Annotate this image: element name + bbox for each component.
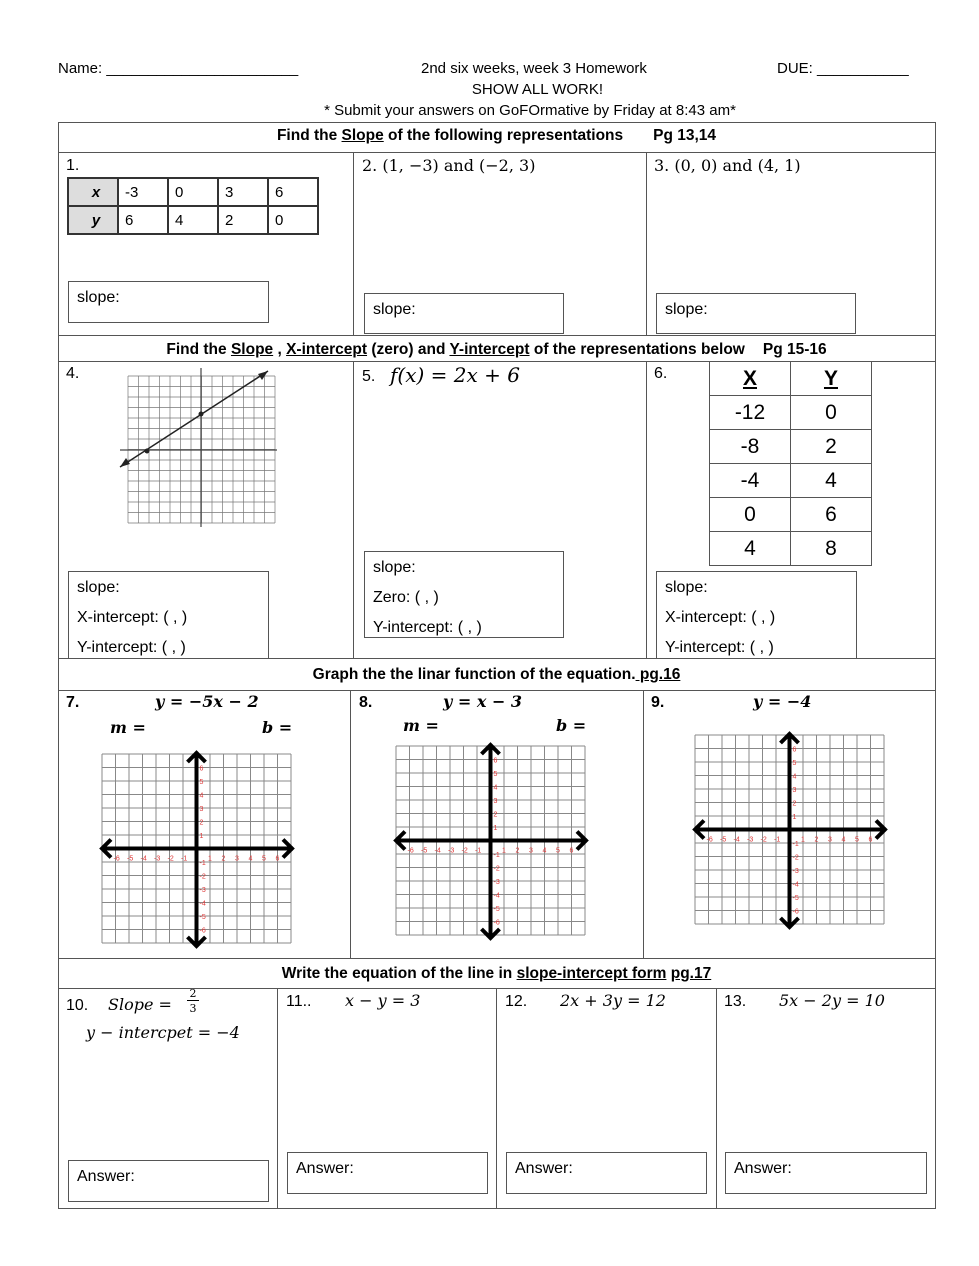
graph-point xyxy=(145,449,150,454)
x-tick-label: -2 xyxy=(760,836,767,844)
x-tick-label: 1 xyxy=(801,836,805,844)
y-tick-label: -6 xyxy=(493,919,500,927)
x-tick-label: -5 xyxy=(421,847,428,855)
y-tick-label: 2 xyxy=(493,811,498,819)
x-tick-label: 4 xyxy=(248,855,253,863)
table-row xyxy=(710,396,872,430)
table-row xyxy=(710,498,872,532)
y-tick-label: 2 xyxy=(199,819,204,827)
problem-13-equation: 5x − 2y = 10 xyxy=(779,991,885,1010)
y-tick-label: -1 xyxy=(792,841,799,848)
y-tick-label: -1 xyxy=(493,852,500,859)
table-row xyxy=(710,362,872,396)
graph-point xyxy=(199,412,204,417)
problem-1-slope-box[interactable]: slope: xyxy=(68,281,269,323)
table-cell: -8 xyxy=(710,430,791,464)
x-tick-label: 3 xyxy=(529,847,533,855)
y-tick-label: -4 xyxy=(199,900,206,908)
problem-3-slope-box[interactable]: slope: xyxy=(656,293,856,334)
problem-6-answer-box[interactable]: slope: X-intercept: ( , ) Y-intercept: ( , ) xyxy=(656,571,857,659)
y-tick-label: 3 xyxy=(199,806,204,813)
y-tick-label: 3 xyxy=(792,787,797,794)
table-cell: 6 xyxy=(791,498,872,532)
x-tick-label: 3 xyxy=(235,855,239,863)
x-tick-label: 6 xyxy=(868,836,873,844)
y-tick-label: 2 xyxy=(792,800,797,808)
problem-11-answer-box[interactable]: Answer: xyxy=(287,1152,488,1194)
worksheet-title: 2nd six weeks, week 3 Homework xyxy=(421,60,647,77)
problem-7-number: 7. xyxy=(66,694,80,711)
x-tick-label: 2 xyxy=(814,836,819,844)
due-field: DUE: ___________ xyxy=(777,60,909,77)
problem-9-equation: y = −4 xyxy=(753,692,812,711)
name-field: Name: _______________________ xyxy=(58,60,299,77)
problem-8-number: 8. xyxy=(359,694,373,711)
problem-6-table xyxy=(709,361,872,566)
problem-4-answer-box[interactable]: slope: X-intercept: ( , ) Y-intercept: ( , ) xyxy=(68,571,269,659)
x-tick-label: 1 xyxy=(208,855,212,863)
problem-6-number: 6. xyxy=(654,365,668,382)
x-tick-label: -4 xyxy=(140,855,147,863)
y-tick-label: -6 xyxy=(199,927,206,935)
problem-1-number: 1. xyxy=(66,157,80,174)
y-tick-label: 6 xyxy=(792,746,797,754)
table-cell: 2 xyxy=(791,430,872,464)
arrow-icon xyxy=(120,458,130,467)
x-tick-label: 1 xyxy=(502,847,506,855)
y-tick-label: -3 xyxy=(199,887,206,894)
x-tick-label: -1 xyxy=(475,847,482,855)
problem-4-number: 4. xyxy=(66,365,80,382)
table-cell: 4 xyxy=(710,532,791,566)
y-tick-label: -1 xyxy=(199,860,206,867)
x-tick-label: 4 xyxy=(542,847,547,855)
problem-10-yint-label: y − intercpet = −4 xyxy=(86,1023,240,1042)
problem-8-b-label: b = xyxy=(556,716,587,735)
submit-note: * Submit your answers on GoFOrmative by Friday at 8:43 am* xyxy=(324,102,736,119)
table-cell: 8 xyxy=(791,532,872,566)
table-row xyxy=(710,430,872,464)
y-tick-label: 4 xyxy=(792,773,797,781)
y-tick-label: 6 xyxy=(199,765,204,773)
table-row xyxy=(710,532,872,566)
x-tick-label: 3 xyxy=(828,836,832,844)
y-tick-label: 5 xyxy=(493,771,498,778)
problem-3-prompt: 3. (0, 0) and (4, 1) xyxy=(654,156,801,175)
problem-10-number: 10. xyxy=(66,997,89,1014)
x-tick-label: 6 xyxy=(569,847,574,855)
y-tick-label: -2 xyxy=(199,873,206,881)
problem-9-number: 9. xyxy=(651,694,665,711)
table-cell: 4 xyxy=(791,464,872,498)
x-tick-label: -5 xyxy=(127,855,134,863)
x-tick-label: -6 xyxy=(407,847,414,855)
y-tick-label: -2 xyxy=(493,865,500,873)
problem-10-answer-box[interactable]: Answer: xyxy=(68,1160,269,1202)
y-tick-label: 5 xyxy=(199,779,204,786)
problem-5-answer-box[interactable]: slope: Zero: ( , ) Y-intercept: ( , ) xyxy=(364,551,564,638)
problem-2-slope-box[interactable]: slope: xyxy=(364,293,564,334)
y-tick-label: 3 xyxy=(493,798,498,805)
problem-5-number: 5. xyxy=(362,368,376,385)
problem-10-slope-label: Slope = xyxy=(108,995,172,1014)
x-tick-label: -2 xyxy=(461,847,468,855)
x-tick-label: -4 xyxy=(434,847,441,855)
y-tick-label: -2 xyxy=(792,854,799,862)
section-3-heading: Graph the the linar function of the equation. pg.16 xyxy=(312,666,681,683)
y-tick-label: -4 xyxy=(792,881,799,889)
x-tick-label: -3 xyxy=(448,847,455,855)
problem-13-number: 13. xyxy=(724,993,747,1010)
x-tick-label: -2 xyxy=(167,855,174,863)
problem-8-equation: y = x − 3 xyxy=(443,692,523,711)
problem-7-b-label: b = xyxy=(262,718,293,737)
y-tick-label: 4 xyxy=(493,784,498,792)
x-tick-label: -6 xyxy=(113,855,120,863)
problem-8-graph[interactable] xyxy=(393,742,589,944)
x-tick-label: 5 xyxy=(262,855,266,863)
x-tick-label: -1 xyxy=(774,836,781,844)
y-tick-label: -5 xyxy=(199,914,206,921)
y-tick-label: -5 xyxy=(493,906,500,913)
section-4-heading: Write the equation of the line in slope-intercept form pg.17 xyxy=(281,965,712,982)
problem-12-number: 12. xyxy=(505,993,528,1010)
y-tick-label: -6 xyxy=(792,908,799,916)
x-tick-label: 5 xyxy=(855,836,859,844)
y-tick-label: 4 xyxy=(199,792,204,800)
problem-8-m-label: m = xyxy=(403,716,439,735)
y-tick-label: -4 xyxy=(493,892,500,900)
problem-13-answer-box[interactable]: Answer: xyxy=(725,1152,927,1194)
problem-12-equation: 2x + 3y = 12 xyxy=(560,991,666,1010)
problem-11-equation: x − y = 3 xyxy=(345,991,421,1010)
y-tick-label: 1 xyxy=(199,833,204,840)
problem-7-graph[interactable] xyxy=(99,750,295,952)
x-tick-label: 4 xyxy=(841,836,846,844)
y-tick-label: -3 xyxy=(493,879,500,886)
x-tick-label: -5 xyxy=(720,836,727,844)
x-tick-label: -3 xyxy=(747,836,754,844)
table-cell: 0 xyxy=(710,498,791,532)
section-1-heading: Find the Slope of the following representations Pg 13,14 xyxy=(276,127,717,144)
fraction-denominator: 3 xyxy=(189,1002,197,1015)
table-cell: -4 xyxy=(710,464,791,498)
x-tick-label: -4 xyxy=(733,836,740,844)
table-cell: 0 xyxy=(791,396,872,430)
y-tick-label: 1 xyxy=(792,814,797,821)
y-tick-label: 6 xyxy=(493,757,498,765)
problem-5-equation: f(x) = 2x + 6 xyxy=(390,363,520,387)
fraction-numerator: 2 xyxy=(187,988,199,1001)
problem-12-answer-box[interactable]: Answer: xyxy=(506,1152,707,1194)
problem-7-m-label: m = xyxy=(110,718,146,737)
problem-2-prompt: 2. (1, −3) and (−2, 3) xyxy=(362,156,536,175)
y-tick-label: 5 xyxy=(792,760,797,767)
section-2-heading: Find the Slope , X-intercept (zero) and Y-intercept of the representations below Pg 15-16 xyxy=(166,341,827,358)
problem-11-number: 11.. xyxy=(286,993,312,1010)
x-tick-label: -6 xyxy=(706,836,713,844)
x-tick-label: -3 xyxy=(154,855,161,863)
y-tick-label: -3 xyxy=(792,868,799,875)
table-cell: X xyxy=(710,362,791,396)
x-tick-label: -1 xyxy=(181,855,188,863)
problem-4-graph xyxy=(115,365,285,530)
x-tick-label: 2 xyxy=(515,847,520,855)
y-tick-label: -5 xyxy=(792,895,799,902)
show-work-note: SHOW ALL WORK! xyxy=(471,81,604,98)
x-tick-label: 5 xyxy=(556,847,560,855)
table-cell: Y xyxy=(791,362,872,396)
table-cell: -12 xyxy=(710,396,791,430)
problem-9-graph[interactable] xyxy=(692,731,888,933)
problem-1-table: x -3 0 3 6 y 6 4 2 0 xyxy=(67,177,319,235)
x-tick-label: 6 xyxy=(275,855,280,863)
arrow-icon xyxy=(258,371,268,380)
y-tick-label: 1 xyxy=(493,825,498,832)
x-tick-label: 2 xyxy=(221,855,226,863)
table-row xyxy=(710,464,872,498)
problem-7-equation: y = −5x − 2 xyxy=(155,692,259,711)
